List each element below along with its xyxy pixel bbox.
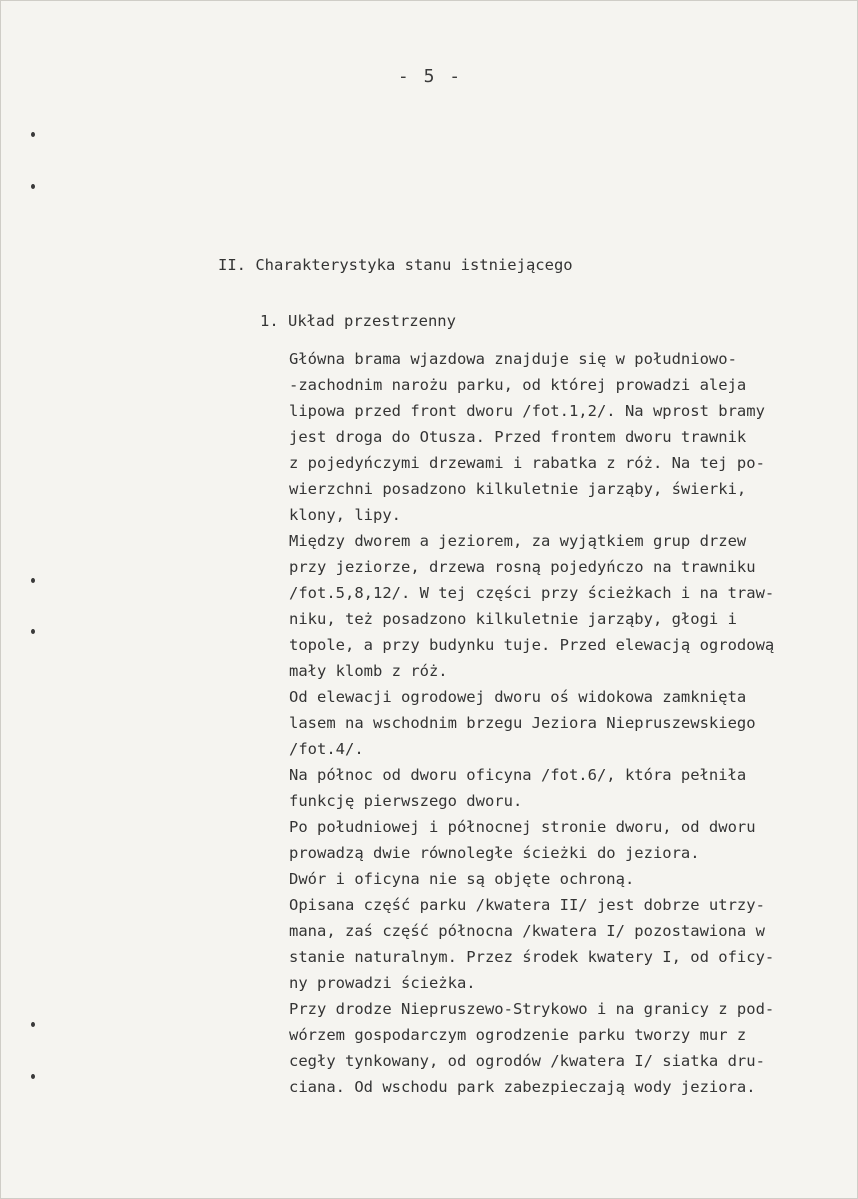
- page-number: - 5 -: [397, 66, 463, 87]
- body-line: Przy drodze Niepruszewo-Strykowo i na granicy z pod-: [289, 1000, 775, 1018]
- body-line: niku, też posadzono kilkuletnie jarząby, głogi i: [289, 610, 737, 628]
- body-line: funkcję pierwszego dworu.: [289, 792, 523, 810]
- section-heading: II. Charakterystyka stanu istniejącego: [218, 256, 573, 274]
- punch-hole-mark: [31, 578, 35, 583]
- body-line: Od elewacji ogrodowej dworu oś widokowa zamknięta: [289, 688, 747, 706]
- body-line: -zachodnim narożu parku, od której prowadzi aleja: [289, 376, 747, 394]
- body-line: ciana. Od wschodu park zabezpieczają wody jeziora.: [289, 1078, 756, 1096]
- body-line: topole, a przy budynku tuje. Przed elewacją ogrodową: [289, 636, 775, 654]
- body-line: /fot.5,8,12/. W tej części przy ścieżkach i na traw-: [289, 584, 775, 602]
- body-line: cegły tynkowany, od ogrodów /kwatera I/ siatka dru-: [289, 1052, 765, 1070]
- body-line: wórzem gospodarczym ogrodzenie parku tworzy mur z: [289, 1026, 747, 1044]
- body-line: Opisana część parku /kwatera II/ jest dobrze utrzy-: [289, 896, 765, 914]
- body-line: Główna brama wjazdowa znajduje się w południowo-: [289, 350, 737, 368]
- punch-hole-mark: [31, 184, 35, 189]
- body-line: mały klomb z róż.: [289, 662, 448, 680]
- body-line: prowadzą dwie równoległe ścieżki do jeziora.: [289, 844, 700, 862]
- body-line: Na północ od dworu oficyna /fot.6/, która pełniła: [289, 766, 747, 784]
- punch-hole-mark: [31, 1022, 35, 1027]
- body-line: przy jeziorze, drzewa rosną pojedyńczo na trawniku: [289, 558, 756, 576]
- body-line: wierzchni posadzono kilkuletnie jarząby, świerki,: [289, 480, 747, 498]
- body-line: z pojedyńczymi drzewami i rabatka z róż. Na tej po-: [289, 454, 765, 472]
- body-line: Po południowej i północnej stronie dworu, od dworu: [289, 818, 756, 836]
- body-line: mana, zaś część północna /kwatera I/ pozostawiona w: [289, 922, 765, 940]
- body-line: stanie naturalnym. Przez środek kwatery I, od oficy-: [289, 948, 775, 966]
- body-line: lipowa przed front dworu /fot.1,2/. Na wprost bramy: [289, 402, 765, 420]
- body-line: ny prowadzi ścieżka.: [289, 974, 476, 992]
- body-line: Między dworem a jeziorem, za wyjątkiem grup drzew: [289, 532, 747, 550]
- punch-hole-mark: [31, 132, 35, 137]
- subsection-heading: 1. Układ przestrzenny: [260, 312, 456, 330]
- punch-hole-mark: [31, 629, 35, 634]
- body-line: jest droga do Otusza. Przed frontem dworu trawnik: [289, 428, 747, 446]
- body-text: [289, 346, 824, 1100]
- body-line: /fot.4/.: [289, 740, 364, 758]
- punch-hole-mark: [31, 1074, 35, 1079]
- body-line: Dwór i oficyna nie są objęte ochroną.: [289, 870, 635, 888]
- body-line: lasem na wschodnim brzegu Jeziora Niepruszewskiego: [289, 714, 756, 732]
- body-line: klony, lipy.: [289, 506, 401, 524]
